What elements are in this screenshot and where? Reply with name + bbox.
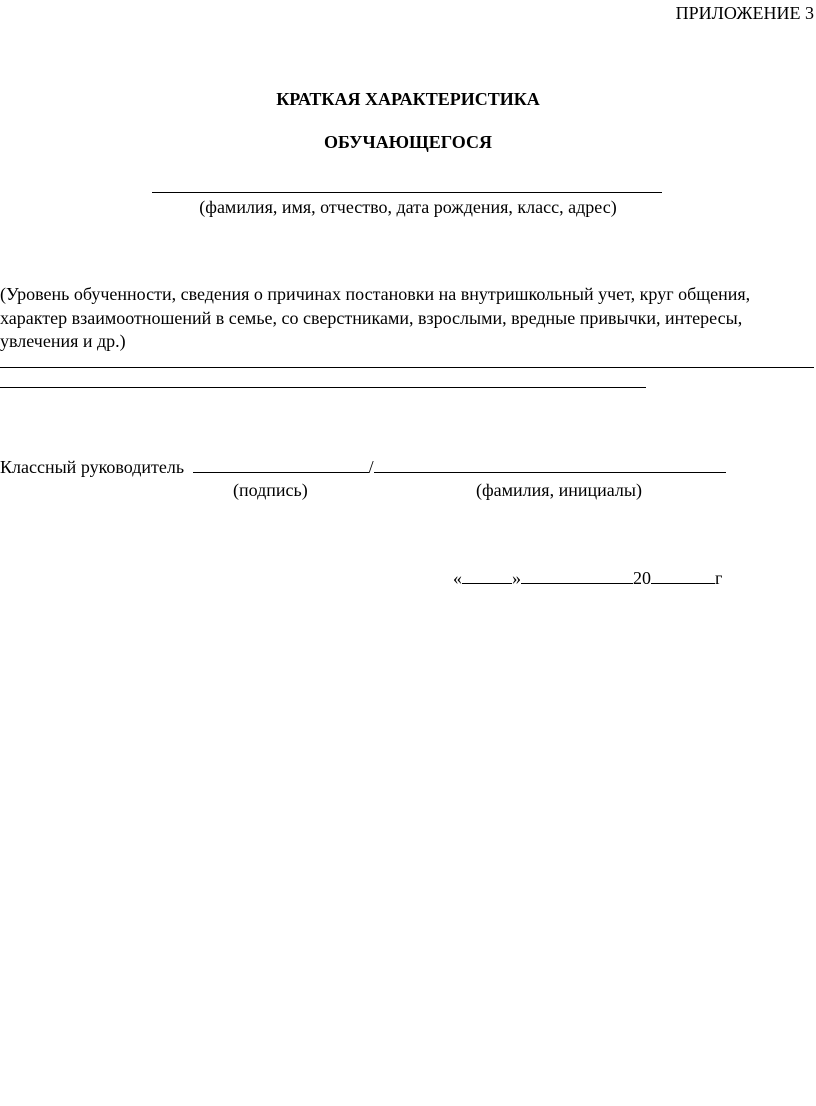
document-subtitle: ОБУЧАЮЩЕГОСЯ — [324, 132, 492, 152]
signature-field[interactable] — [193, 454, 369, 473]
teacher-label: Классный руководитель — [0, 457, 185, 477]
date-row — [453, 565, 722, 589]
date-close-quote: » — [512, 568, 521, 588]
info-instructions: (Уровень обученности, сведения о причинах постановки на внутришкольный учет, круг общения, характер взаимоотношений в семье, со сверстниками, взрослыми, вредные привычки, интересы, увлечения и др.) — [0, 284, 751, 351]
fio-caption: (фамилия, инициалы) — [476, 480, 642, 500]
appendix-label: ПРИЛОЖЕНИЕ 3 — [675, 3, 814, 23]
characteristic-field-line-2[interactable] — [0, 387, 646, 388]
date-open-quote: « — [453, 568, 462, 588]
characteristic-field-line-1[interactable] — [0, 367, 814, 368]
signature-caption: (подпись) — [233, 480, 308, 500]
student-name-caption: (фамилия, имя, отчество, дата рождения, класс, адрес) — [199, 197, 617, 217]
date-year-field[interactable] — [651, 565, 715, 584]
date-month-field[interactable] — [521, 565, 633, 584]
student-name-field[interactable] — [152, 192, 662, 193]
document-title: КРАТКАЯ ХАРАКТЕРИСТИКА — [276, 89, 540, 109]
date-year-suffix: г — [715, 568, 723, 588]
date-day-field[interactable] — [462, 565, 512, 584]
date-year-prefix: 20 — [633, 568, 651, 588]
teacher-fio-field[interactable] — [374, 454, 726, 473]
signature-separator: / — [368, 457, 374, 477]
teacher-signature-row — [0, 454, 726, 478]
